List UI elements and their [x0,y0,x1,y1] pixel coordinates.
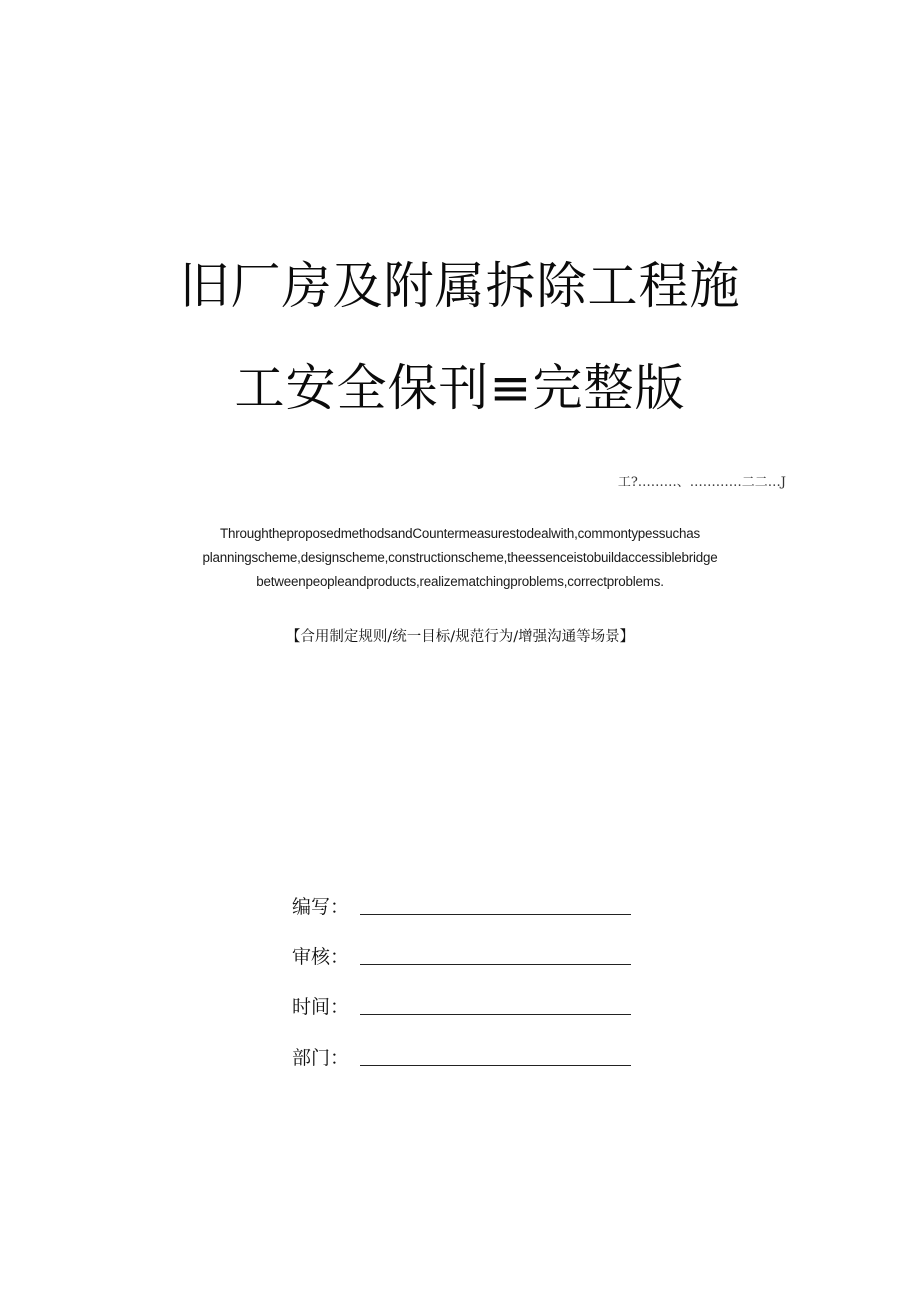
garbled-subtitle: 工?………、…………二二…J [617,475,786,490]
department-field-row [292,1041,631,1071]
document-title-line-1: 旧厂房及附属拆除工程施 [179,257,741,315]
department-field-blank [360,1064,631,1066]
reviewer-field-row [292,940,631,970]
author-field-row [292,890,631,920]
english-summary-line-1: ThroughtheproposedmethodsandCountermeasurestodealwith,commontypessuchas [219,526,701,541]
department-field-label: 部门： [292,1047,350,1069]
usage-scenario-note: 【合用制定规则/统一目标/规范行为/增强沟通等场景】 [285,629,635,645]
document-title-line-2: 工安全保刊≡完整版 [234,359,686,417]
english-summary-line-3: betweenpeopleandproducts,realizematchingproblems,correctproblems. [256,574,664,589]
reviewer-field-label: 审核： [292,946,350,968]
reviewer-field-blank [360,963,631,965]
author-field-blank [360,913,631,915]
date-field-blank [360,1013,631,1015]
english-summary-line-2: planningscheme,designscheme,constructionscheme,theessenceistobuildaccessiblebridge [202,550,718,565]
date-field-row [292,990,631,1020]
date-field-label: 时间： [292,996,350,1018]
author-field-label: 编写： [292,896,350,918]
